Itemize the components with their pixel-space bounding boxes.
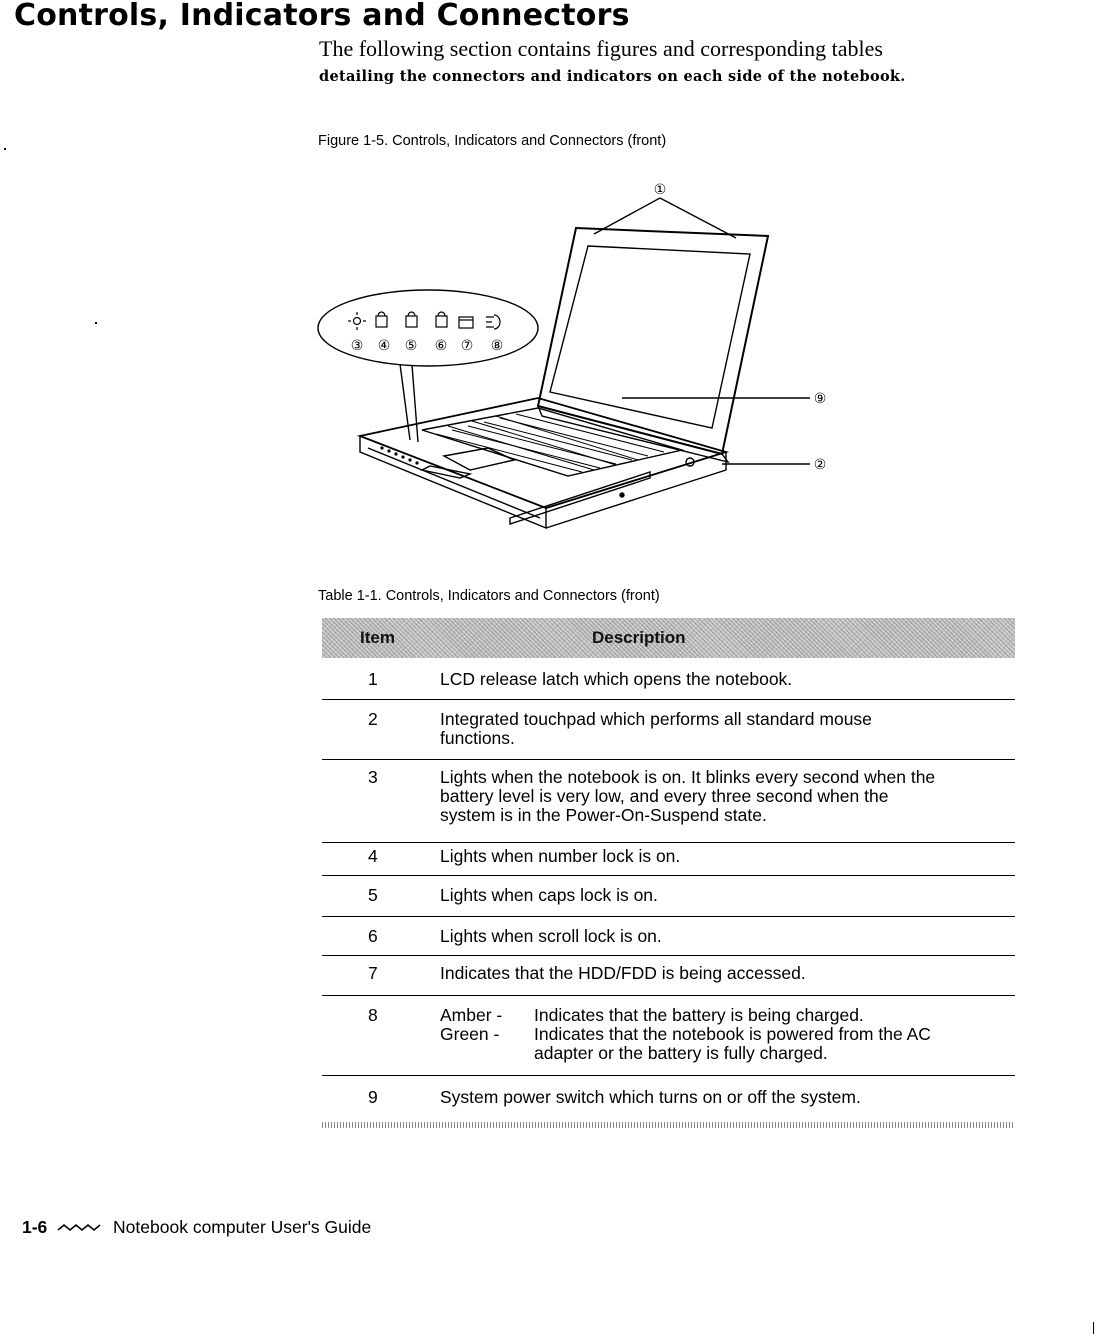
row-item: 1: [368, 669, 378, 689]
scan-speck: [95, 322, 97, 324]
intro-text-line-2: detailing the connectors and indicators on each side of the notebook.: [319, 68, 906, 85]
scan-mark: [1093, 1322, 1094, 1334]
page-title: Controls, Indicators and Connectors: [14, 0, 630, 33]
callout-3: ③: [350, 338, 364, 354]
row-item: 2: [368, 709, 378, 729]
scan-speck: [4, 148, 6, 150]
table-row: [322, 843, 1015, 876]
table-row: [322, 876, 1015, 917]
page-footer: [22, 1217, 371, 1238]
table-row: [322, 658, 1015, 700]
callout-4: ④: [377, 338, 391, 354]
row-description: Lights when scroll lock is on.: [440, 926, 662, 946]
guide-title: Notebook computer User's Guide: [113, 1217, 372, 1237]
row-description: Integrated touchpad which performs all standard mouse functions.: [440, 709, 872, 748]
table-row: [322, 1076, 1015, 1112]
table-row: [322, 956, 1015, 996]
row-item: 8: [368, 1005, 378, 1025]
row-item: 9: [368, 1087, 378, 1107]
row-description: Lights when caps lock is on.: [440, 885, 658, 905]
header-item: Item: [360, 628, 395, 647]
callout-2: ②: [813, 457, 827, 473]
callout-8: ⑧: [490, 338, 504, 354]
table-row: [322, 760, 1015, 843]
row-item: 5: [368, 885, 378, 905]
logo-wave-icon: [56, 1222, 104, 1234]
row-item: 3: [368, 767, 378, 787]
table-caption: Table 1-1. Controls, Indicators and Connectors (front): [318, 588, 660, 604]
indicator-icons: [348, 312, 500, 330]
green-label: Green -: [440, 1024, 500, 1044]
amber-entry: [440, 1006, 1007, 1025]
row-item: 6: [368, 926, 378, 946]
row-description: Lights when number lock is on.: [440, 846, 681, 866]
green-text: Indicates that the notebook is powered from the AC adapter or the battery is fully charged.: [534, 1024, 931, 1063]
row-item: 7: [368, 963, 378, 983]
green-entry: [440, 1025, 1007, 1063]
amber-label: Amber -: [440, 1005, 503, 1025]
table-row: [322, 917, 1015, 956]
row-description: System power switch which turns on or off the system.: [440, 1087, 861, 1107]
row-item: 4: [368, 846, 378, 866]
callout-9: ⑨: [813, 391, 827, 407]
callout-7: ⑦: [460, 338, 474, 354]
table-row: [322, 700, 1015, 760]
page-number: 1-6: [22, 1217, 48, 1237]
table-header: [322, 618, 1015, 658]
callout-6: ⑥: [434, 338, 448, 354]
callout-1: ①: [653, 182, 667, 198]
row-description: LCD release latch which opens the notebook.: [440, 669, 793, 689]
figure-caption: Figure 1-5. Controls, Indicators and Connectors (front): [318, 133, 667, 149]
row-description: Indicates that the HDD/FDD is being accessed.: [440, 963, 806, 983]
notebook-front-illustration: [310, 172, 850, 544]
controls-table: [322, 618, 1015, 1128]
header-description: Description: [592, 628, 686, 647]
amber-text: Indicates that the battery is being charged.: [534, 1005, 864, 1025]
row-description: Lights when the notebook is on. It blinks every second when the battery level is very low, and every three second when the system is in the Power-On-Suspend state.: [440, 767, 936, 825]
table-row: [322, 996, 1015, 1076]
table-bottom-border: [322, 1122, 1015, 1128]
callout-5: ⑤: [404, 338, 418, 354]
row-description: [440, 1006, 1007, 1063]
intro-text-line-1: The following section contains figures and corresponding tables: [319, 36, 883, 61]
